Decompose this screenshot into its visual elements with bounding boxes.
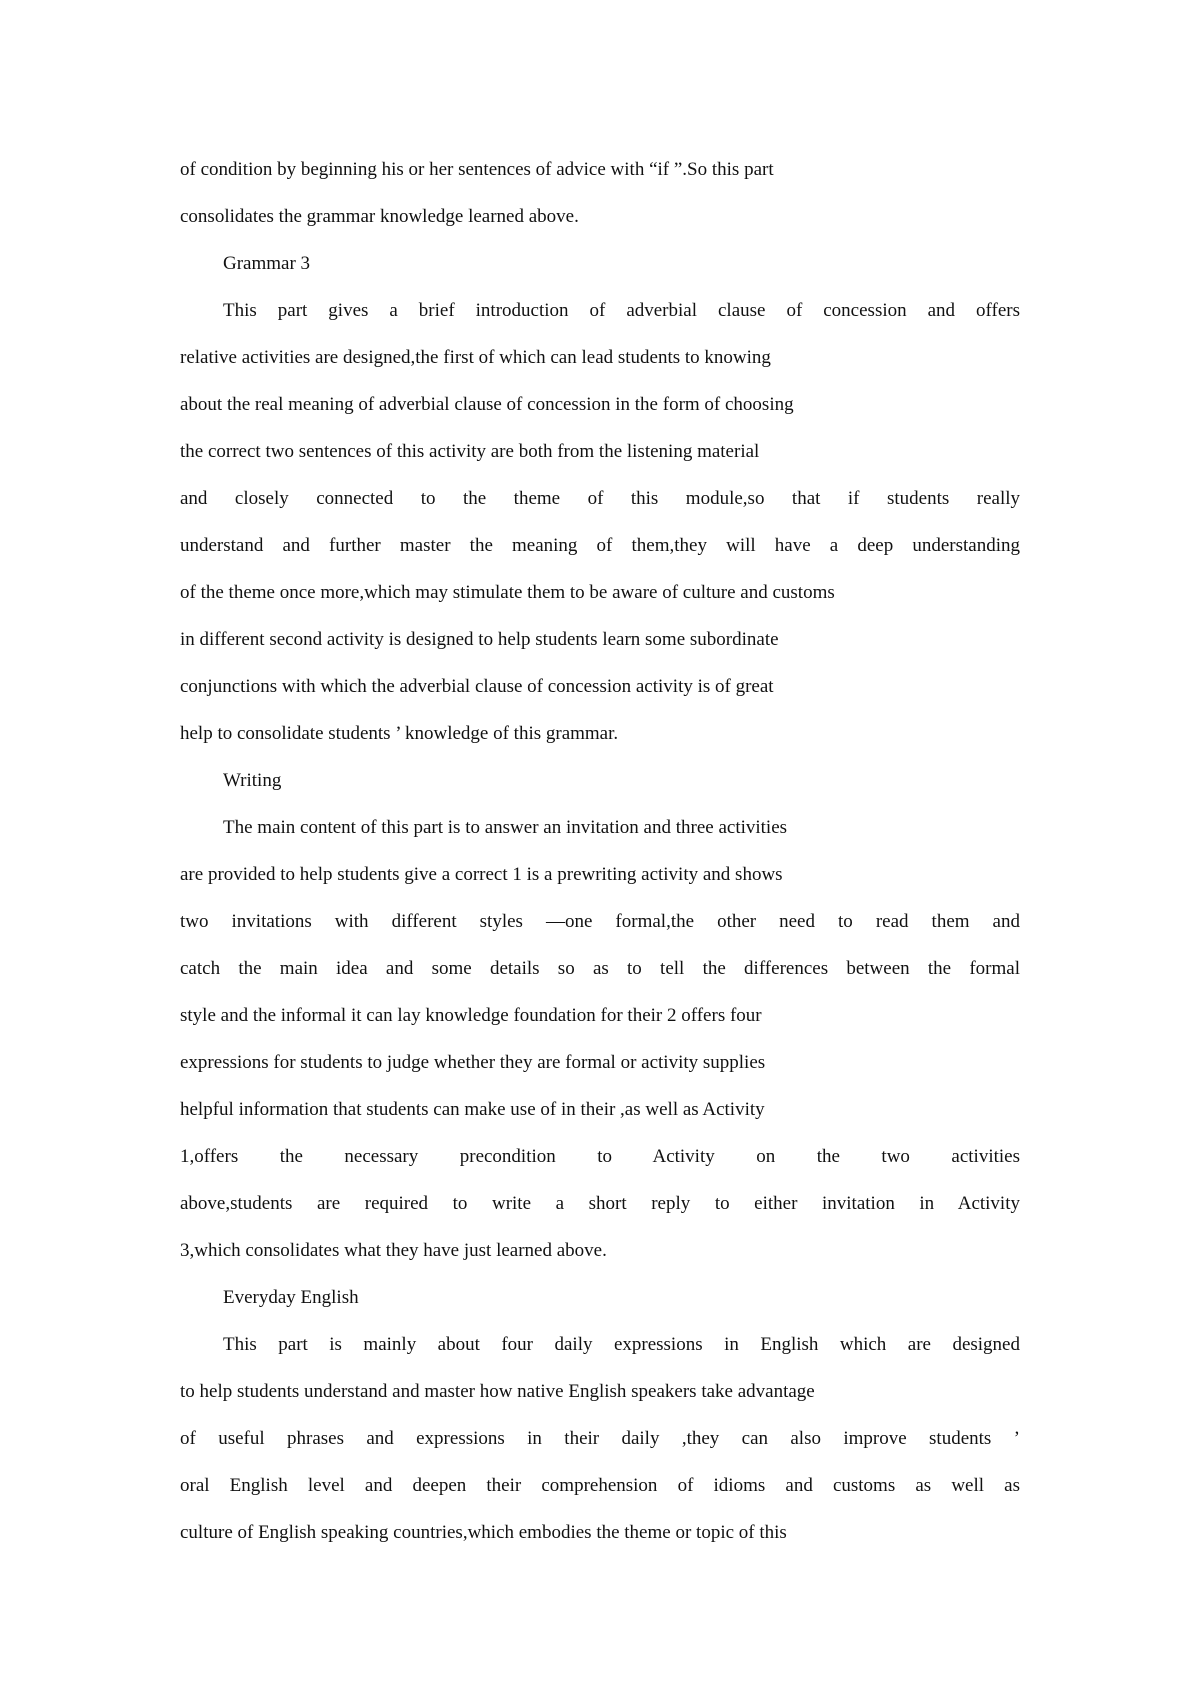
text-line: 3,which consolidates what they have just learned above. [180, 1240, 607, 1261]
text-line: two invitations with different styles —one formal,the other need to read them and [180, 911, 1020, 932]
text-line: are provided to help students give a correct 1 is a prewriting activity and shows [180, 864, 783, 885]
body-text [180, 154, 1020, 1564]
text-line: catch the main idea and some details so as to tell the differences between the formal [180, 958, 1020, 979]
text-line: conjunctions with which the adverbial clause of concession activity is of great [180, 676, 774, 697]
text-line: about the real meaning of adverbial clause of concession in the form of choosing [180, 394, 794, 415]
text-line: and closely connected to the theme of this module,so that if students really [180, 488, 1020, 509]
text-line: relative activities are designed,the first of which can lead students to knowing [180, 347, 771, 368]
text-line: culture of English speaking countries,which embodies the theme or topic of this [180, 1522, 787, 1543]
section-heading: Writing [223, 770, 282, 791]
text-line: consolidates the grammar knowledge learned above. [180, 206, 579, 227]
text-line: the correct two sentences of this activity are both from the listening material [180, 441, 760, 462]
text-line: of useful phrases and expressions in their daily ,they can also improve students ’ [180, 1428, 1020, 1449]
section-heading: Grammar 3 [223, 253, 311, 274]
text-line: This part is mainly about four daily expressions in English which are designed [223, 1334, 1020, 1355]
text-line: style and the informal it can lay knowledge foundation for their 2 offers four [180, 1005, 762, 1026]
text-line: of condition by beginning his or her sentences of advice with “if ”.So this part [180, 159, 774, 180]
text-line: expressions for students to judge whether they are formal or activity supplies [180, 1052, 766, 1073]
text-line: oral English level and deepen their comprehension of idioms and customs as well as [180, 1475, 1020, 1496]
text-line: 1,offers the necessary precondition to Activity on the two activities [180, 1146, 1020, 1167]
text-line: help to consolidate students ’ knowledge of this grammar. [180, 723, 619, 744]
text-line: helpful information that students can make use of in their ,as well as Activity [180, 1099, 765, 1120]
text-line: above,students are required to write a short reply to either invitation in Activity [180, 1193, 1020, 1214]
text-line: The main content of this part is to answer an invitation and three activities [223, 817, 788, 838]
section-heading: Everyday English [223, 1287, 359, 1308]
text-line: to help students understand and master how native English speakers take advantage [180, 1381, 815, 1402]
text-line: understand and further master the meaning of them,they will have a deep understanding [180, 535, 1020, 556]
text-line: This part gives a brief introduction of adverbial clause of concession and offers [223, 300, 1020, 321]
text-line: of the theme once more,which may stimulate them to be aware of culture and customs [180, 582, 835, 603]
text-line: in different second activity is designed to help students learn some subordinate [180, 629, 779, 650]
